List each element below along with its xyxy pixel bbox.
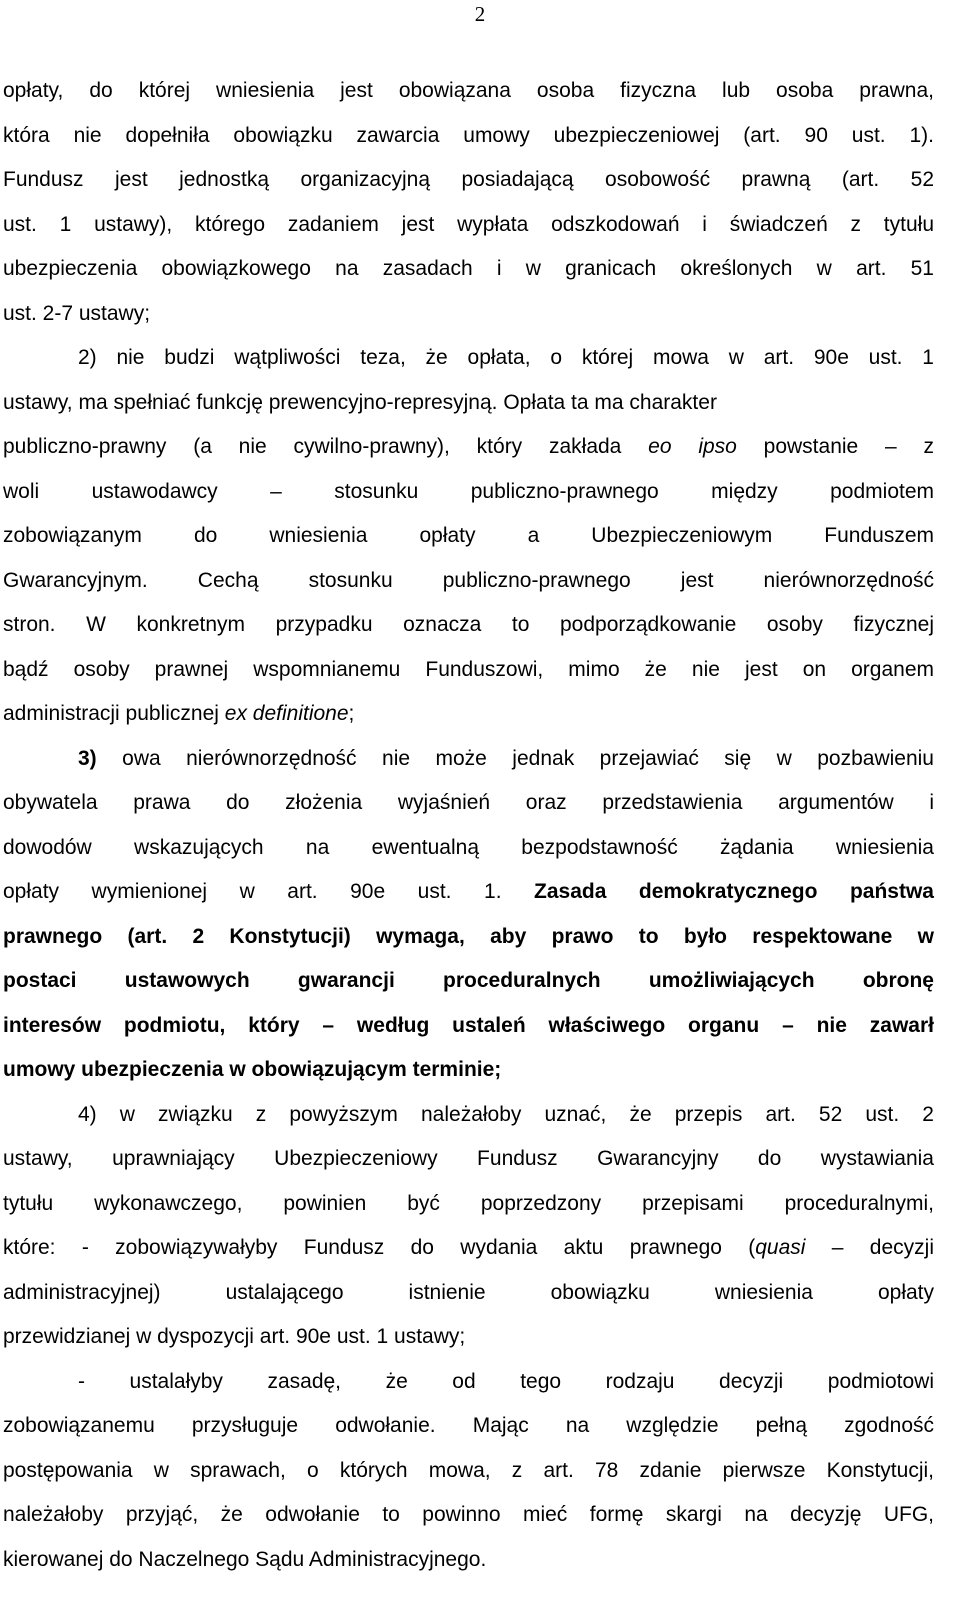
text-segment: ustawy, uprawniający Ubezpieczeniowy Fundusz Gwarancyjny do wystawiania <box>3 1147 934 1170</box>
text-line <box>3 692 934 737</box>
text-segment: przewidzianej w dyspozycji art. 90e ust. 1 ustawy; <box>3 1325 466 1348</box>
bold-text: 3) <box>78 746 97 770</box>
bold-text: interesów podmiotu, który – według ustaleń właściwego organu – nie zawarł <box>3 1013 934 1037</box>
text-line <box>3 870 934 915</box>
text-line <box>3 781 934 826</box>
document-body <box>3 69 934 1582</box>
text-segment: stron. W konkretnym przypadku oznacza to podporządkowanie osoby fizycznej <box>3 613 934 636</box>
text-segment: publiczno-prawny (a nie cywilno-prawny), który zakłada <box>3 435 649 458</box>
italic-text: ex definitione <box>224 702 349 725</box>
text-line <box>3 158 934 203</box>
text-line <box>3 203 934 248</box>
text-line <box>3 247 934 292</box>
text-segment: postępowania w sprawach, o których mowa, z art. 78 zdanie pierwsze Konstytucji, <box>3 1458 934 1482</box>
text-line <box>3 1226 934 1271</box>
text-segment: kierowanej do Naczelnego Sądu Administracyjnego. <box>3 1547 487 1571</box>
text-segment: ubezpieczenia obowiązkowego na zasadach i w granicach określonych w art. 51 <box>3 257 934 280</box>
text-segment: ust. 2-7 ustawy; <box>3 301 151 325</box>
text-segment: zobowiązanym do wniesienia opłaty a Ubezpieczeniowym Funduszem <box>3 524 934 547</box>
text-segment: 4) w związku z powyższym należałoby uznać, że przepis art. 52 ust. 2 <box>78 1102 934 1126</box>
text-segment: zobowiązanemu przysługuje odwołanie. Mając na względzie pełną zgodność <box>3 1414 934 1437</box>
text-line <box>3 1004 934 1049</box>
text-line <box>3 959 934 1004</box>
text-segment: Gwarancyjnym. Cechą stosunku publiczno-prawnego jest nierównorzędność <box>3 568 934 592</box>
text-line <box>3 292 934 337</box>
text-line <box>3 559 934 604</box>
text-line <box>3 114 934 159</box>
text-line <box>3 1093 934 1138</box>
text-segment: należałoby przyjąć, że odwołanie to powinno mieć formę skargi na decyzję UFG, <box>3 1503 934 1526</box>
text-line <box>3 470 934 515</box>
text-line <box>3 69 934 114</box>
text-line <box>3 1360 934 1405</box>
text-line <box>3 1538 934 1583</box>
text-segment: opłaty wymienionej w art. 90e ust. 1. <box>3 880 535 903</box>
text-segment: powstanie – z <box>736 435 934 458</box>
text-line <box>3 336 934 381</box>
bold-text: Zasada demokratycznego państwa <box>534 880 934 903</box>
text-segment: - ustalałyby zasadę, że od tego rodzaju decyzji podmiotowi <box>78 1369 934 1393</box>
text-line <box>3 648 934 693</box>
text-segment: ust. 1 ustawy), którego zadaniem jest wypłata odszkodowań i świadczeń z tytułu <box>3 212 934 236</box>
text-line <box>3 1137 934 1182</box>
page-number: 2 <box>474 2 486 26</box>
text-segment: woli ustawodawcy – stosunku publiczno-prawnego między podmiotem <box>3 479 934 503</box>
text-line <box>3 1271 934 1316</box>
text-segment: ; <box>348 702 355 725</box>
text-line <box>3 1048 934 1093</box>
text-line <box>3 514 934 559</box>
text-line <box>3 603 934 648</box>
text-line <box>3 381 934 426</box>
bold-text: prawnego (art. 2 Konstytucji) wymaga, aby prawo to było respektowane w <box>3 924 934 948</box>
text-line <box>3 826 934 871</box>
text-line <box>3 915 934 960</box>
text-segment: opłaty, do której wniesienia jest obowiązana osoba fizyczna lub osoba prawna, <box>3 79 934 102</box>
text-segment: tytułu wykonawczego, powinien być poprzedzony przepisami proceduralnymi, <box>3 1191 934 1215</box>
text-line <box>3 425 934 470</box>
text-segment: obywatela prawa do złożenia wyjaśnień oraz przedstawienia argumentów i <box>3 791 934 814</box>
bold-text: umowy ubezpieczenia w obowiązującym terminie; <box>3 1058 502 1081</box>
text-segment: 2) nie budzi wątpliwości teza, że opłata, o której mowa w art. 90e ust. 1 <box>78 346 934 369</box>
text-segment: dowodów wskazujących na ewentualną bezpodstawność żądania wniesienia <box>3 835 934 859</box>
italic-text: quasi <box>755 1236 806 1259</box>
text-line <box>3 1449 934 1494</box>
text-line <box>3 737 934 782</box>
text-line <box>3 1493 934 1538</box>
text-segment: które: - zobowiązywałyby Fundusz do wydania aktu prawnego ( <box>3 1236 756 1259</box>
text-segment: bądź osoby prawnej wspomnianemu Funduszowi, mimo że nie jest on organem <box>3 657 934 681</box>
text-line <box>3 1404 934 1449</box>
text-segment: – decyzji <box>805 1236 934 1259</box>
text-segment: owa nierównorzędność nie może jednak przejawiać się w pozbawieniu <box>96 746 934 770</box>
bold-text: postaci ustawowych gwarancji proceduralnych umożliwiających obronę <box>3 969 934 992</box>
text-segment: która nie dopełniła obowiązku zawarcia umowy ubezpieczeniowej (art. 90 ust. 1). <box>3 123 934 147</box>
text-segment: Fundusz jest jednostką organizacyjną posiadającą osobowość prawną (art. 52 <box>3 168 934 191</box>
text-line <box>3 1182 934 1227</box>
italic-text: eo ipso <box>648 435 737 458</box>
text-segment: administracyjnej) ustalającego istnienie obowiązku wniesienia opłaty <box>3 1280 934 1304</box>
text-segment: ustawy, ma spełniać funkcję prewencyjno-represyjną. Opłata ta ma charakter <box>3 390 717 414</box>
text-segment: administracji publicznej <box>3 702 225 725</box>
text-line <box>3 1315 934 1360</box>
